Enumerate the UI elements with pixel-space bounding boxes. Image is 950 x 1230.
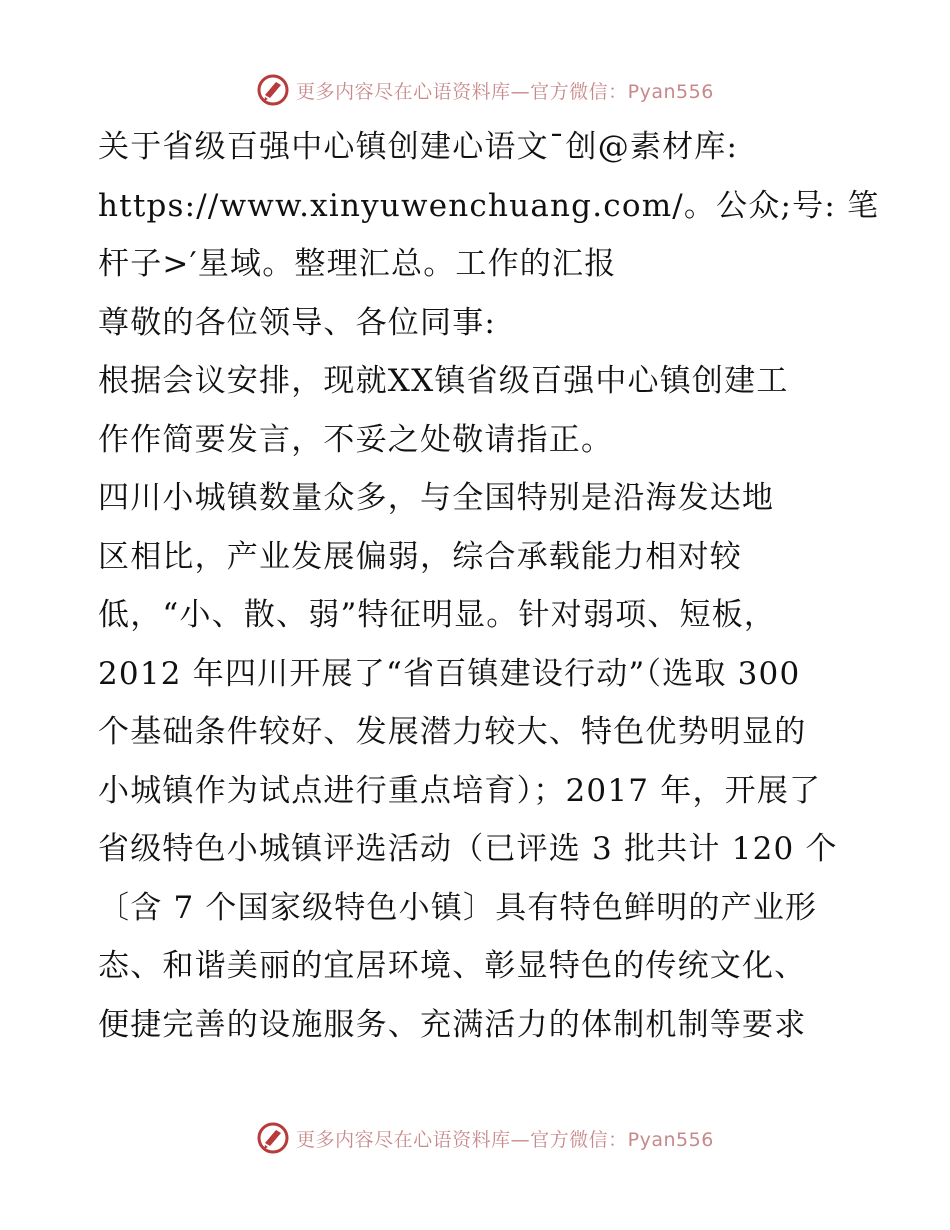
text-line: 四川小城镇数量众多，与全国特别是沿海发达地 <box>98 480 775 516</box>
brand-logo-icon <box>256 73 290 107</box>
text-line: https://www.xinyuwenchuang.com/。公众;号: 笔 <box>98 187 880 224</box>
text-line: 小城镇作为试点进行重点培育）；2017 年，开展了 <box>98 772 822 809</box>
header-banner-text: 更多内容尽在心语资料库—官方微信：Pyan556 <box>296 80 714 103</box>
footer-banner <box>0 1118 950 1158</box>
text-line: 关于省级百强中心镇创建心语文¯创@素材库: <box>98 129 739 165</box>
paragraph-opening <box>98 352 850 469</box>
brand-logo-icon <box>256 1121 290 1155</box>
document-body <box>98 118 880 1054</box>
text-line: 态、和谐美丽的宜居环境、彰显特色的传统文化、 <box>98 948 807 984</box>
text-line: 2012 年四川开展了“省百镇建设行动”（选取 300 <box>98 655 801 692</box>
paragraph-background <box>98 469 850 1054</box>
text-line: 省级特色小城镇评选活动（已评选 3 批共计 120 个 <box>98 831 838 867</box>
footer-banner-text: 更多内容尽在心语资料库—官方微信：Pyan556 <box>296 1128 714 1151</box>
header-banner <box>0 70 950 110</box>
paragraph-intro <box>98 118 880 294</box>
text-line: 便捷完善的设施服务、充满活力的体制机制等要求 <box>98 1006 807 1043</box>
text-line: 杆子>′星域。整理汇总。工作的汇报 <box>98 246 617 282</box>
text-line: 作作简要发言，不妥之处敬请指正。 <box>98 421 614 458</box>
text-line: 低，“小、散、弱”特征明显。针对弱项、短板， <box>98 597 777 633</box>
text-line: 〔含 7 个国家级特色小镇〕具有特色鲜明的产业形 <box>98 889 818 926</box>
paragraph-salutation <box>98 294 850 353</box>
text-line: 个基础条件较好、发展潜力较大、特色优势明显的 <box>98 714 807 750</box>
text-line: 根据会议安排，现就XX镇省级百强中心镇创建工 <box>98 363 789 399</box>
text-line: 区相比，产业发展偏弱，综合承载能力相对较 <box>98 538 742 575</box>
text-line: 尊敬的各位领导、各位同事: <box>98 304 497 341</box>
